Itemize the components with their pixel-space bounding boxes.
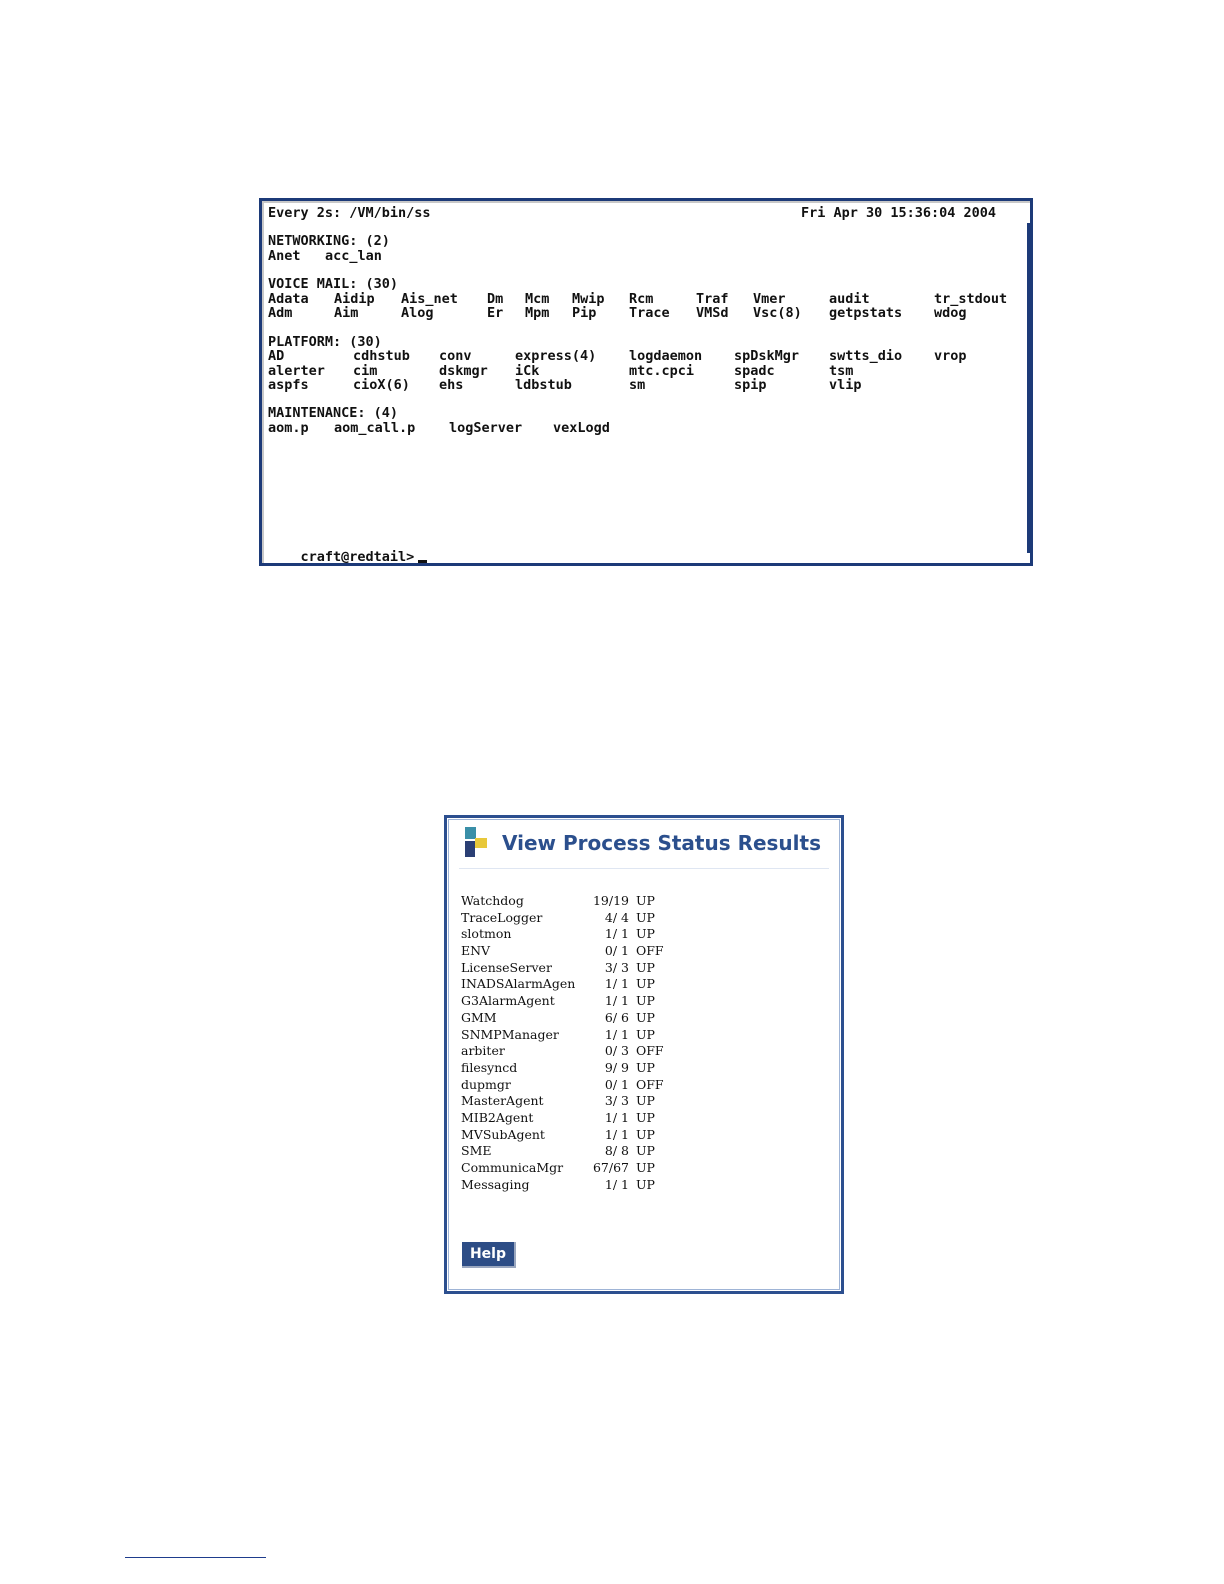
process-state: UP: [636, 976, 655, 992]
process-name: filesyncd: [461, 1059, 518, 1075]
logo-block-yellow: [475, 838, 487, 848]
process-name: MasterAgent: [461, 1093, 544, 1109]
process-count: 1/ 1: [604, 1109, 629, 1125]
section-title-maintenance: MAINTENANCE: (4): [268, 405, 399, 421]
footnote-divider: [125, 1557, 266, 1558]
process-name: Mcm: [525, 291, 550, 307]
page-title: View Process Status Results: [502, 831, 821, 855]
process-name: logServer: [449, 420, 523, 436]
process-row: [268, 306, 1028, 321]
process-name: spadc: [734, 363, 775, 379]
process-state: OFF: [636, 943, 664, 959]
command-prompt-line[interactable]: [268, 535, 427, 565]
process-state: UP: [636, 893, 655, 908]
process-name: wdog: [934, 305, 967, 321]
process-count: 1/ 1: [604, 1176, 629, 1192]
process-name: AD: [268, 348, 285, 364]
command-prompt: craft@redtail>: [300, 549, 415, 565]
process-state: UP: [636, 1026, 655, 1042]
process-name: Traf: [696, 291, 729, 307]
process-name: MVSubAgent: [461, 1126, 545, 1142]
process-count: 3/ 3: [604, 959, 629, 975]
process-count: 1/ 1: [604, 926, 629, 942]
process-count: 4/ 4: [604, 909, 629, 925]
process-name: Vmer: [753, 291, 786, 307]
process-name: SME: [461, 1143, 492, 1159]
process-name: Aim: [334, 305, 359, 321]
process-name: sm: [629, 377, 646, 393]
process-name: dskmgr: [439, 363, 488, 379]
process-row: [268, 378, 1028, 393]
process-count: 8/ 8: [604, 1143, 629, 1159]
process-name: Er: [487, 305, 504, 321]
process-name: ENV: [461, 943, 491, 959]
process-name: cioX(6): [353, 377, 410, 393]
process-count: 9/ 9: [604, 1059, 629, 1075]
process-name: swtts_dio: [829, 348, 903, 364]
process-count: 0/ 3: [604, 1043, 629, 1059]
process-name: Alog: [401, 305, 434, 321]
process-name: spip: [734, 377, 767, 393]
process-state: UP: [636, 1009, 655, 1025]
process-state: UP: [636, 1059, 655, 1075]
process-name: Adm: [268, 305, 293, 321]
process-name: Vsc(8): [753, 305, 802, 321]
process-name: Dm: [487, 291, 504, 307]
watch-command: Every 2s: /VM/bin/ss: [268, 205, 431, 221]
process-count: 1/ 1: [604, 1126, 629, 1142]
process-name: logdaemon: [629, 348, 703, 364]
process-name: slotmon: [461, 926, 512, 942]
process-count: 6/ 6: [604, 1009, 629, 1025]
text-cursor: [418, 560, 427, 563]
process-name: tr_stdout: [934, 291, 1008, 307]
process-name: express(4): [515, 348, 597, 364]
section-title-voice-mail: VOICE MAIL: (30): [268, 276, 399, 292]
process-name: LicenseServer: [461, 959, 552, 975]
process-name: Pip: [572, 305, 597, 321]
process-name: dupmgr: [461, 1076, 511, 1092]
process-state: UP: [636, 1143, 655, 1159]
process-name: vrop: [934, 348, 967, 364]
process-name: cim: [353, 363, 378, 379]
process-name: Aidip: [334, 291, 375, 307]
process-name: cdhstub: [353, 348, 410, 364]
section-title-networking: NETWORKING: (2): [268, 233, 390, 249]
process-name: aom.p: [268, 420, 309, 436]
process-name: arbiter: [461, 1043, 505, 1059]
process-state: OFF: [636, 1076, 664, 1092]
process-name: aom_call.p: [334, 420, 416, 436]
watch-timestamp: Fri Apr 30 15:36:04 2004: [801, 205, 997, 221]
process-status-panel: [444, 815, 844, 1294]
process-name: CommunicaMgr: [461, 1160, 564, 1175]
process-row: [268, 421, 1028, 436]
process-name: SNMPManager: [461, 1026, 559, 1042]
process-row: [268, 249, 1028, 264]
process-name: Adata: [268, 291, 309, 307]
process-name: GMM: [461, 1009, 497, 1025]
process-state: OFF: [636, 1043, 664, 1059]
process-name: tsm: [829, 363, 854, 379]
process-count: 3/ 3: [604, 1093, 629, 1109]
process-name: spDskMgr: [734, 348, 800, 364]
process-state: UP: [636, 909, 655, 925]
logo-block-navy: [465, 841, 475, 857]
process-name: Ais_net: [401, 291, 458, 307]
process-name: conv: [439, 348, 472, 364]
process-state: UP: [636, 1126, 655, 1142]
process-count: 1/ 1: [604, 993, 629, 1009]
process-count: 19/19: [592, 893, 629, 908]
process-name: Rcm: [629, 291, 654, 307]
process-name: Anet: [268, 248, 301, 264]
title-divider: [459, 868, 829, 869]
process-name: TraceLogger: [461, 909, 543, 925]
process-name: ehs: [439, 377, 464, 393]
process-name: vlip: [829, 377, 862, 393]
process-name: Messaging: [461, 1176, 530, 1192]
app-logo-icon: [461, 827, 487, 857]
terminal-window: [259, 198, 1033, 566]
process-name: VMSd: [696, 305, 729, 321]
process-name: Mpm: [525, 305, 550, 321]
process-state: UP: [636, 959, 655, 975]
help-button[interactable]: Help: [462, 1242, 516, 1268]
process-state: UP: [636, 1176, 655, 1192]
process-name: INADSAlarmAgen: [461, 976, 576, 992]
process-name: acc_lan: [325, 248, 382, 264]
process-name: vexLogd: [553, 420, 610, 436]
process-name: G3AlarmAgent: [461, 993, 555, 1009]
process-count: 1/ 1: [604, 976, 629, 992]
process-state: UP: [636, 993, 655, 1009]
process-state: UP: [636, 926, 655, 942]
process-name: iCk: [515, 363, 540, 379]
process-name: Trace: [629, 305, 670, 321]
process-count: 1/ 1: [604, 1026, 629, 1042]
process-state: UP: [636, 1160, 655, 1175]
process-name: ldbstub: [515, 377, 572, 393]
process-name: Mwip: [572, 291, 605, 307]
process-name: MIB2Agent: [461, 1109, 534, 1125]
process-state: UP: [636, 1109, 655, 1125]
terminal-header: [268, 206, 1028, 221]
process-name: alerter: [268, 363, 325, 379]
section-title-platform: PLATFORM: (30): [268, 334, 382, 350]
process-state: UP: [636, 1093, 655, 1109]
process-count: 0/ 1: [604, 943, 629, 959]
process-name: Watchdog: [461, 893, 524, 908]
process-name: getpstats: [829, 305, 903, 321]
process-name: audit: [829, 291, 870, 307]
process-row: [268, 349, 1028, 364]
process-count: 0/ 1: [604, 1076, 629, 1092]
process-name: aspfs: [268, 377, 309, 393]
process-count: 67/67: [592, 1160, 629, 1175]
process-name: mtc.cpci: [629, 363, 695, 379]
